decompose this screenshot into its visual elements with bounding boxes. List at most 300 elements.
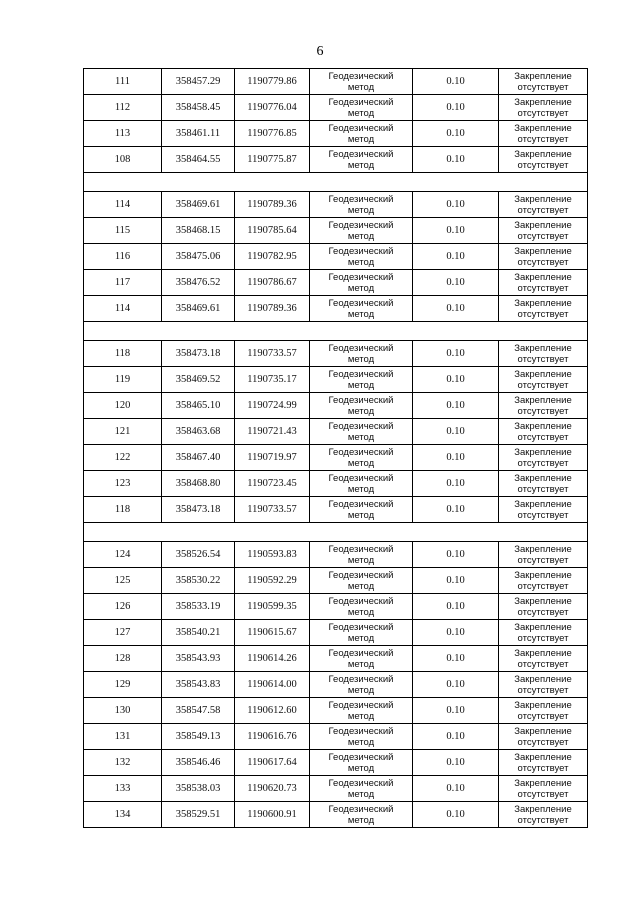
table-row (84, 646, 588, 672)
table-row (84, 341, 588, 367)
method-cell (310, 776, 413, 802)
accuracy-cell: 0.10 (413, 393, 499, 419)
accuracy-cell: 0.10 (413, 568, 499, 594)
y-coordinate-cell: 1190776.04 (235, 95, 310, 121)
x-coordinate-cell: 358475.06 (162, 244, 235, 270)
method-line-2: метод (347, 457, 375, 469)
x-coordinate-cell: 358526.54 (162, 542, 235, 568)
method-line-2: метод (347, 684, 375, 696)
coordinates-table (83, 68, 588, 828)
point-number-cell: 116 (84, 244, 162, 270)
fixation-line-1: Закрепление (514, 777, 572, 789)
method-cell (310, 296, 413, 322)
point-number-cell: 134 (84, 802, 162, 828)
method-cell (310, 471, 413, 497)
method-cell (310, 341, 413, 367)
fixation-cell (499, 244, 588, 270)
fixation-line-1: Закрепление (514, 420, 572, 432)
point-number-cell: 113 (84, 121, 162, 147)
fixation-cell (499, 497, 588, 523)
fixation-line-2: отсутствует (517, 308, 569, 320)
table-row (84, 750, 588, 776)
accuracy-cell: 0.10 (413, 776, 499, 802)
table-row (84, 542, 588, 568)
point-number-cell: 124 (84, 542, 162, 568)
y-coordinate-cell: 1190789.36 (235, 192, 310, 218)
x-coordinate-cell: 358464.55 (162, 147, 235, 173)
point-number-cell: 131 (84, 724, 162, 750)
method-line-1: Геодезический (328, 70, 394, 82)
y-coordinate-cell: 1190616.76 (235, 724, 310, 750)
y-coordinate-cell: 1190735.17 (235, 367, 310, 393)
accuracy-cell: 0.10 (413, 698, 499, 724)
fixation-line-2: отсутствует (517, 762, 569, 774)
fixation-line-2: отсутствует (517, 81, 569, 93)
table-row (84, 147, 588, 173)
fixation-cell (499, 672, 588, 698)
fixation-line-2: отсутствует (517, 554, 569, 566)
fixation-line-1: Закрепление (514, 751, 572, 763)
fixation-cell (499, 594, 588, 620)
method-line-1: Геодезический (328, 543, 394, 555)
method-line-2: метод (347, 483, 375, 495)
accuracy-cell: 0.10 (413, 750, 499, 776)
point-number-cell: 122 (84, 445, 162, 471)
method-cell (310, 367, 413, 393)
y-coordinate-cell: 1190776.85 (235, 121, 310, 147)
page-number: 6 (316, 44, 324, 59)
fixation-cell (499, 270, 588, 296)
method-cell (310, 698, 413, 724)
method-line-2: метод (347, 308, 375, 320)
fixation-cell (499, 471, 588, 497)
fixation-line-2: отсутствует (517, 710, 569, 722)
accuracy-cell: 0.10 (413, 620, 499, 646)
method-cell (310, 672, 413, 698)
fixation-line-2: отсутствует (517, 684, 569, 696)
fixation-line-2: отсутствует (517, 204, 569, 216)
method-cell (310, 121, 413, 147)
fixation-line-1: Закрепление (514, 699, 572, 711)
accuracy-cell: 0.10 (413, 497, 499, 523)
fixation-line-1: Закрепление (514, 621, 572, 633)
method-line-1: Геодезический (328, 193, 394, 205)
contour-separator-row (84, 523, 588, 542)
fixation-line-1: Закрепление (514, 394, 572, 406)
fixation-cell (499, 698, 588, 724)
fixation-cell (499, 121, 588, 147)
accuracy-cell: 0.10 (413, 244, 499, 270)
x-coordinate-cell: 358465.10 (162, 393, 235, 419)
method-line-1: Геодезический (328, 569, 394, 581)
table-row (84, 69, 588, 95)
accuracy-cell: 0.10 (413, 147, 499, 173)
method-line-2: метод (347, 431, 375, 443)
method-line-1: Геодезический (328, 342, 394, 354)
x-coordinate-cell: 358538.03 (162, 776, 235, 802)
table-row (84, 802, 588, 828)
point-number-cell: 126 (84, 594, 162, 620)
fixation-cell (499, 367, 588, 393)
accuracy-cell: 0.10 (413, 419, 499, 445)
point-number-cell: 117 (84, 270, 162, 296)
method-line-1: Геодезический (328, 647, 394, 659)
point-number-cell: 118 (84, 497, 162, 523)
fixation-cell (499, 192, 588, 218)
method-line-2: метод (347, 762, 375, 774)
x-coordinate-cell: 358549.13 (162, 724, 235, 750)
method-cell (310, 270, 413, 296)
y-coordinate-cell: 1190617.64 (235, 750, 310, 776)
fixation-cell (499, 95, 588, 121)
y-coordinate-cell: 1190612.60 (235, 698, 310, 724)
method-line-2: метод (347, 632, 375, 644)
separator-cell (84, 322, 588, 341)
method-line-2: метод (347, 204, 375, 216)
fixation-cell (499, 620, 588, 646)
fixation-line-2: отсутствует (517, 736, 569, 748)
contour-separator-row (84, 173, 588, 192)
method-cell (310, 445, 413, 471)
method-line-2: метод (347, 379, 375, 391)
table-row (84, 445, 588, 471)
y-coordinate-cell: 1190733.57 (235, 497, 310, 523)
fixation-line-2: отсутствует (517, 230, 569, 242)
method-line-2: метод (347, 256, 375, 268)
method-line-1: Геодезический (328, 219, 394, 231)
fixation-line-2: отсутствует (517, 788, 569, 800)
table-row (84, 724, 588, 750)
method-cell (310, 393, 413, 419)
method-line-2: метод (347, 580, 375, 592)
method-line-1: Геодезический (328, 777, 394, 789)
x-coordinate-cell: 358469.52 (162, 367, 235, 393)
method-cell (310, 244, 413, 270)
point-number-cell: 125 (84, 568, 162, 594)
accuracy-cell: 0.10 (413, 471, 499, 497)
method-line-1: Геодезический (328, 148, 394, 160)
method-cell (310, 69, 413, 95)
fixation-line-2: отсутствует (517, 606, 569, 618)
x-coordinate-cell: 358458.45 (162, 95, 235, 121)
method-line-1: Геодезический (328, 472, 394, 484)
separator-cell (84, 173, 588, 192)
fixation-line-1: Закрепление (514, 673, 572, 685)
point-number-cell: 132 (84, 750, 162, 776)
fixation-line-2: отсутствует (517, 632, 569, 644)
y-coordinate-cell: 1190733.57 (235, 341, 310, 367)
accuracy-cell: 0.10 (413, 218, 499, 244)
x-coordinate-cell: 358533.19 (162, 594, 235, 620)
method-cell (310, 568, 413, 594)
separator-cell (84, 523, 588, 542)
table-row (84, 270, 588, 296)
method-line-2: метод (347, 658, 375, 670)
fixation-cell (499, 776, 588, 802)
method-line-2: метод (347, 606, 375, 618)
method-cell (310, 750, 413, 776)
point-number-cell: 120 (84, 393, 162, 419)
y-coordinate-cell: 1190600.91 (235, 802, 310, 828)
fixation-cell (499, 724, 588, 750)
point-number-cell: 118 (84, 341, 162, 367)
method-line-1: Геодезический (328, 271, 394, 283)
fixation-cell (499, 445, 588, 471)
table-row (84, 367, 588, 393)
method-line-2: метод (347, 554, 375, 566)
method-line-1: Геодезический (328, 297, 394, 309)
y-coordinate-cell: 1190789.36 (235, 296, 310, 322)
y-coordinate-cell: 1190614.00 (235, 672, 310, 698)
accuracy-cell: 0.10 (413, 542, 499, 568)
accuracy-cell: 0.10 (413, 95, 499, 121)
contour-separator-row (84, 322, 588, 341)
y-coordinate-cell: 1190723.45 (235, 471, 310, 497)
x-coordinate-cell: 358540.21 (162, 620, 235, 646)
x-coordinate-cell: 358529.51 (162, 802, 235, 828)
fixation-line-1: Закрепление (514, 193, 572, 205)
y-coordinate-cell: 1190775.87 (235, 147, 310, 173)
table-row (84, 497, 588, 523)
y-coordinate-cell: 1190779.86 (235, 69, 310, 95)
table-row (84, 121, 588, 147)
fixation-line-1: Закрепление (514, 342, 572, 354)
fixation-line-2: отсутствует (517, 405, 569, 417)
accuracy-cell: 0.10 (413, 69, 499, 95)
method-line-2: метод (347, 353, 375, 365)
fixation-line-1: Закрепление (514, 543, 572, 555)
point-number-cell: 129 (84, 672, 162, 698)
point-number-cell: 133 (84, 776, 162, 802)
x-coordinate-cell: 358473.18 (162, 497, 235, 523)
x-coordinate-cell: 358547.58 (162, 698, 235, 724)
accuracy-cell: 0.10 (413, 445, 499, 471)
method-line-2: метод (347, 736, 375, 748)
method-line-1: Геодезический (328, 446, 394, 458)
accuracy-cell: 0.10 (413, 341, 499, 367)
x-coordinate-cell: 358468.15 (162, 218, 235, 244)
accuracy-cell: 0.10 (413, 270, 499, 296)
method-cell (310, 419, 413, 445)
method-cell (310, 594, 413, 620)
fixation-line-1: Закрепление (514, 569, 572, 581)
fixation-cell (499, 341, 588, 367)
accuracy-cell: 0.10 (413, 646, 499, 672)
x-coordinate-cell: 358469.61 (162, 192, 235, 218)
table-row (84, 698, 588, 724)
y-coordinate-cell: 1190593.83 (235, 542, 310, 568)
method-line-1: Геодезический (328, 498, 394, 510)
y-coordinate-cell: 1190786.67 (235, 270, 310, 296)
y-coordinate-cell: 1190782.95 (235, 244, 310, 270)
method-line-2: метод (347, 710, 375, 722)
table-row (84, 296, 588, 322)
fixation-line-2: отсутствует (517, 256, 569, 268)
y-coordinate-cell: 1190721.43 (235, 419, 310, 445)
method-cell (310, 724, 413, 750)
method-line-1: Геодезический (328, 751, 394, 763)
x-coordinate-cell: 358468.80 (162, 471, 235, 497)
x-coordinate-cell: 358463.68 (162, 419, 235, 445)
point-number-cell: 108 (84, 147, 162, 173)
x-coordinate-cell: 358543.83 (162, 672, 235, 698)
fixation-line-1: Закрепление (514, 472, 572, 484)
method-line-1: Геодезический (328, 621, 394, 633)
y-coordinate-cell: 1190592.29 (235, 568, 310, 594)
accuracy-cell: 0.10 (413, 672, 499, 698)
fixation-line-1: Закрепление (514, 70, 572, 82)
y-coordinate-cell: 1190615.67 (235, 620, 310, 646)
method-cell (310, 497, 413, 523)
fixation-line-2: отсутствует (517, 133, 569, 145)
fixation-cell (499, 802, 588, 828)
x-coordinate-cell: 358469.61 (162, 296, 235, 322)
fixation-cell (499, 69, 588, 95)
method-line-1: Геодезический (328, 725, 394, 737)
fixation-line-1: Закрепление (514, 96, 572, 108)
method-line-2: метод (347, 159, 375, 171)
table-row (84, 244, 588, 270)
fixation-line-1: Закрепление (514, 368, 572, 380)
method-cell (310, 218, 413, 244)
fixation-cell (499, 147, 588, 173)
accuracy-cell: 0.10 (413, 802, 499, 828)
method-line-1: Геодезический (328, 394, 394, 406)
fixation-line-2: отсутствует (517, 483, 569, 495)
accuracy-cell: 0.10 (413, 724, 499, 750)
x-coordinate-cell: 358457.29 (162, 69, 235, 95)
y-coordinate-cell: 1190620.73 (235, 776, 310, 802)
method-line-1: Геодезический (328, 673, 394, 685)
x-coordinate-cell: 358473.18 (162, 341, 235, 367)
fixation-cell (499, 542, 588, 568)
y-coordinate-cell: 1190719.97 (235, 445, 310, 471)
method-line-2: метод (347, 133, 375, 145)
table-row (84, 672, 588, 698)
fixation-line-1: Закрепление (514, 122, 572, 134)
fixation-line-1: Закрепление (514, 219, 572, 231)
method-line-1: Геодезический (328, 699, 394, 711)
table-row (84, 95, 588, 121)
fixation-cell (499, 218, 588, 244)
fixation-line-2: отсутствует (517, 457, 569, 469)
x-coordinate-cell: 358530.22 (162, 568, 235, 594)
fixation-line-2: отсутствует (517, 814, 569, 826)
table-row (84, 419, 588, 445)
fixation-line-2: отсутствует (517, 107, 569, 119)
method-line-2: метод (347, 81, 375, 93)
accuracy-cell: 0.10 (413, 367, 499, 393)
accuracy-cell: 0.10 (413, 121, 499, 147)
table-row (84, 776, 588, 802)
table-row (84, 594, 588, 620)
y-coordinate-cell: 1190785.64 (235, 218, 310, 244)
x-coordinate-cell: 358543.93 (162, 646, 235, 672)
table-row (84, 393, 588, 419)
fixation-line-2: отсутствует (517, 379, 569, 391)
fixation-line-1: Закрепление (514, 271, 572, 283)
method-line-1: Геодезический (328, 122, 394, 134)
method-cell (310, 646, 413, 672)
method-line-1: Геодезический (328, 96, 394, 108)
method-line-2: метод (347, 230, 375, 242)
x-coordinate-cell: 358467.40 (162, 445, 235, 471)
method-cell (310, 620, 413, 646)
accuracy-cell: 0.10 (413, 594, 499, 620)
fixation-line-1: Закрепление (514, 595, 572, 607)
point-number-cell: 128 (84, 646, 162, 672)
y-coordinate-cell: 1190614.26 (235, 646, 310, 672)
point-number-cell: 114 (84, 192, 162, 218)
method-cell (310, 802, 413, 828)
fixation-line-2: отсутствует (517, 159, 569, 171)
point-number-cell: 115 (84, 218, 162, 244)
method-line-1: Геодезический (328, 245, 394, 257)
y-coordinate-cell: 1190599.35 (235, 594, 310, 620)
table-row (84, 568, 588, 594)
table-row (84, 218, 588, 244)
fixation-line-2: отсутствует (517, 509, 569, 521)
method-line-1: Геодезический (328, 368, 394, 380)
table-row (84, 620, 588, 646)
method-line-1: Геодезический (328, 420, 394, 432)
y-coordinate-cell: 1190724.99 (235, 393, 310, 419)
method-cell (310, 192, 413, 218)
fixation-cell (499, 296, 588, 322)
method-line-2: метод (347, 814, 375, 826)
fixation-cell (499, 419, 588, 445)
table-row (84, 471, 588, 497)
fixation-line-2: отсутствует (517, 353, 569, 365)
method-line-2: метод (347, 788, 375, 800)
method-cell (310, 147, 413, 173)
point-number-cell: 123 (84, 471, 162, 497)
fixation-line-1: Закрепление (514, 148, 572, 160)
method-cell (310, 95, 413, 121)
fixation-line-1: Закрепление (514, 803, 572, 815)
method-line-2: метод (347, 509, 375, 521)
method-line-1: Геодезический (328, 595, 394, 607)
x-coordinate-cell: 358461.11 (162, 121, 235, 147)
fixation-line-1: Закрепление (514, 297, 572, 309)
point-number-cell: 119 (84, 367, 162, 393)
fixation-line-2: отсутствует (517, 580, 569, 592)
fixation-line-1: Закрепление (514, 446, 572, 458)
x-coordinate-cell: 358476.52 (162, 270, 235, 296)
fixation-cell (499, 393, 588, 419)
fixation-cell (499, 750, 588, 776)
point-number-cell: 121 (84, 419, 162, 445)
fixation-cell (499, 646, 588, 672)
fixation-line-2: отсутствует (517, 282, 569, 294)
accuracy-cell: 0.10 (413, 296, 499, 322)
point-number-cell: 114 (84, 296, 162, 322)
fixation-line-1: Закрепление (514, 647, 572, 659)
fixation-line-1: Закрепление (514, 725, 572, 737)
point-number-cell: 127 (84, 620, 162, 646)
method-line-2: метод (347, 107, 375, 119)
fixation-line-1: Закрепление (514, 245, 572, 257)
fixation-line-2: отсутствует (517, 431, 569, 443)
fixation-cell (499, 568, 588, 594)
accuracy-cell: 0.10 (413, 192, 499, 218)
fixation-line-2: отсутствует (517, 658, 569, 670)
method-line-1: Геодезический (328, 803, 394, 815)
point-number-cell: 112 (84, 95, 162, 121)
point-number-cell: 130 (84, 698, 162, 724)
fixation-line-1: Закрепление (514, 498, 572, 510)
point-number-cell: 111 (84, 69, 162, 95)
